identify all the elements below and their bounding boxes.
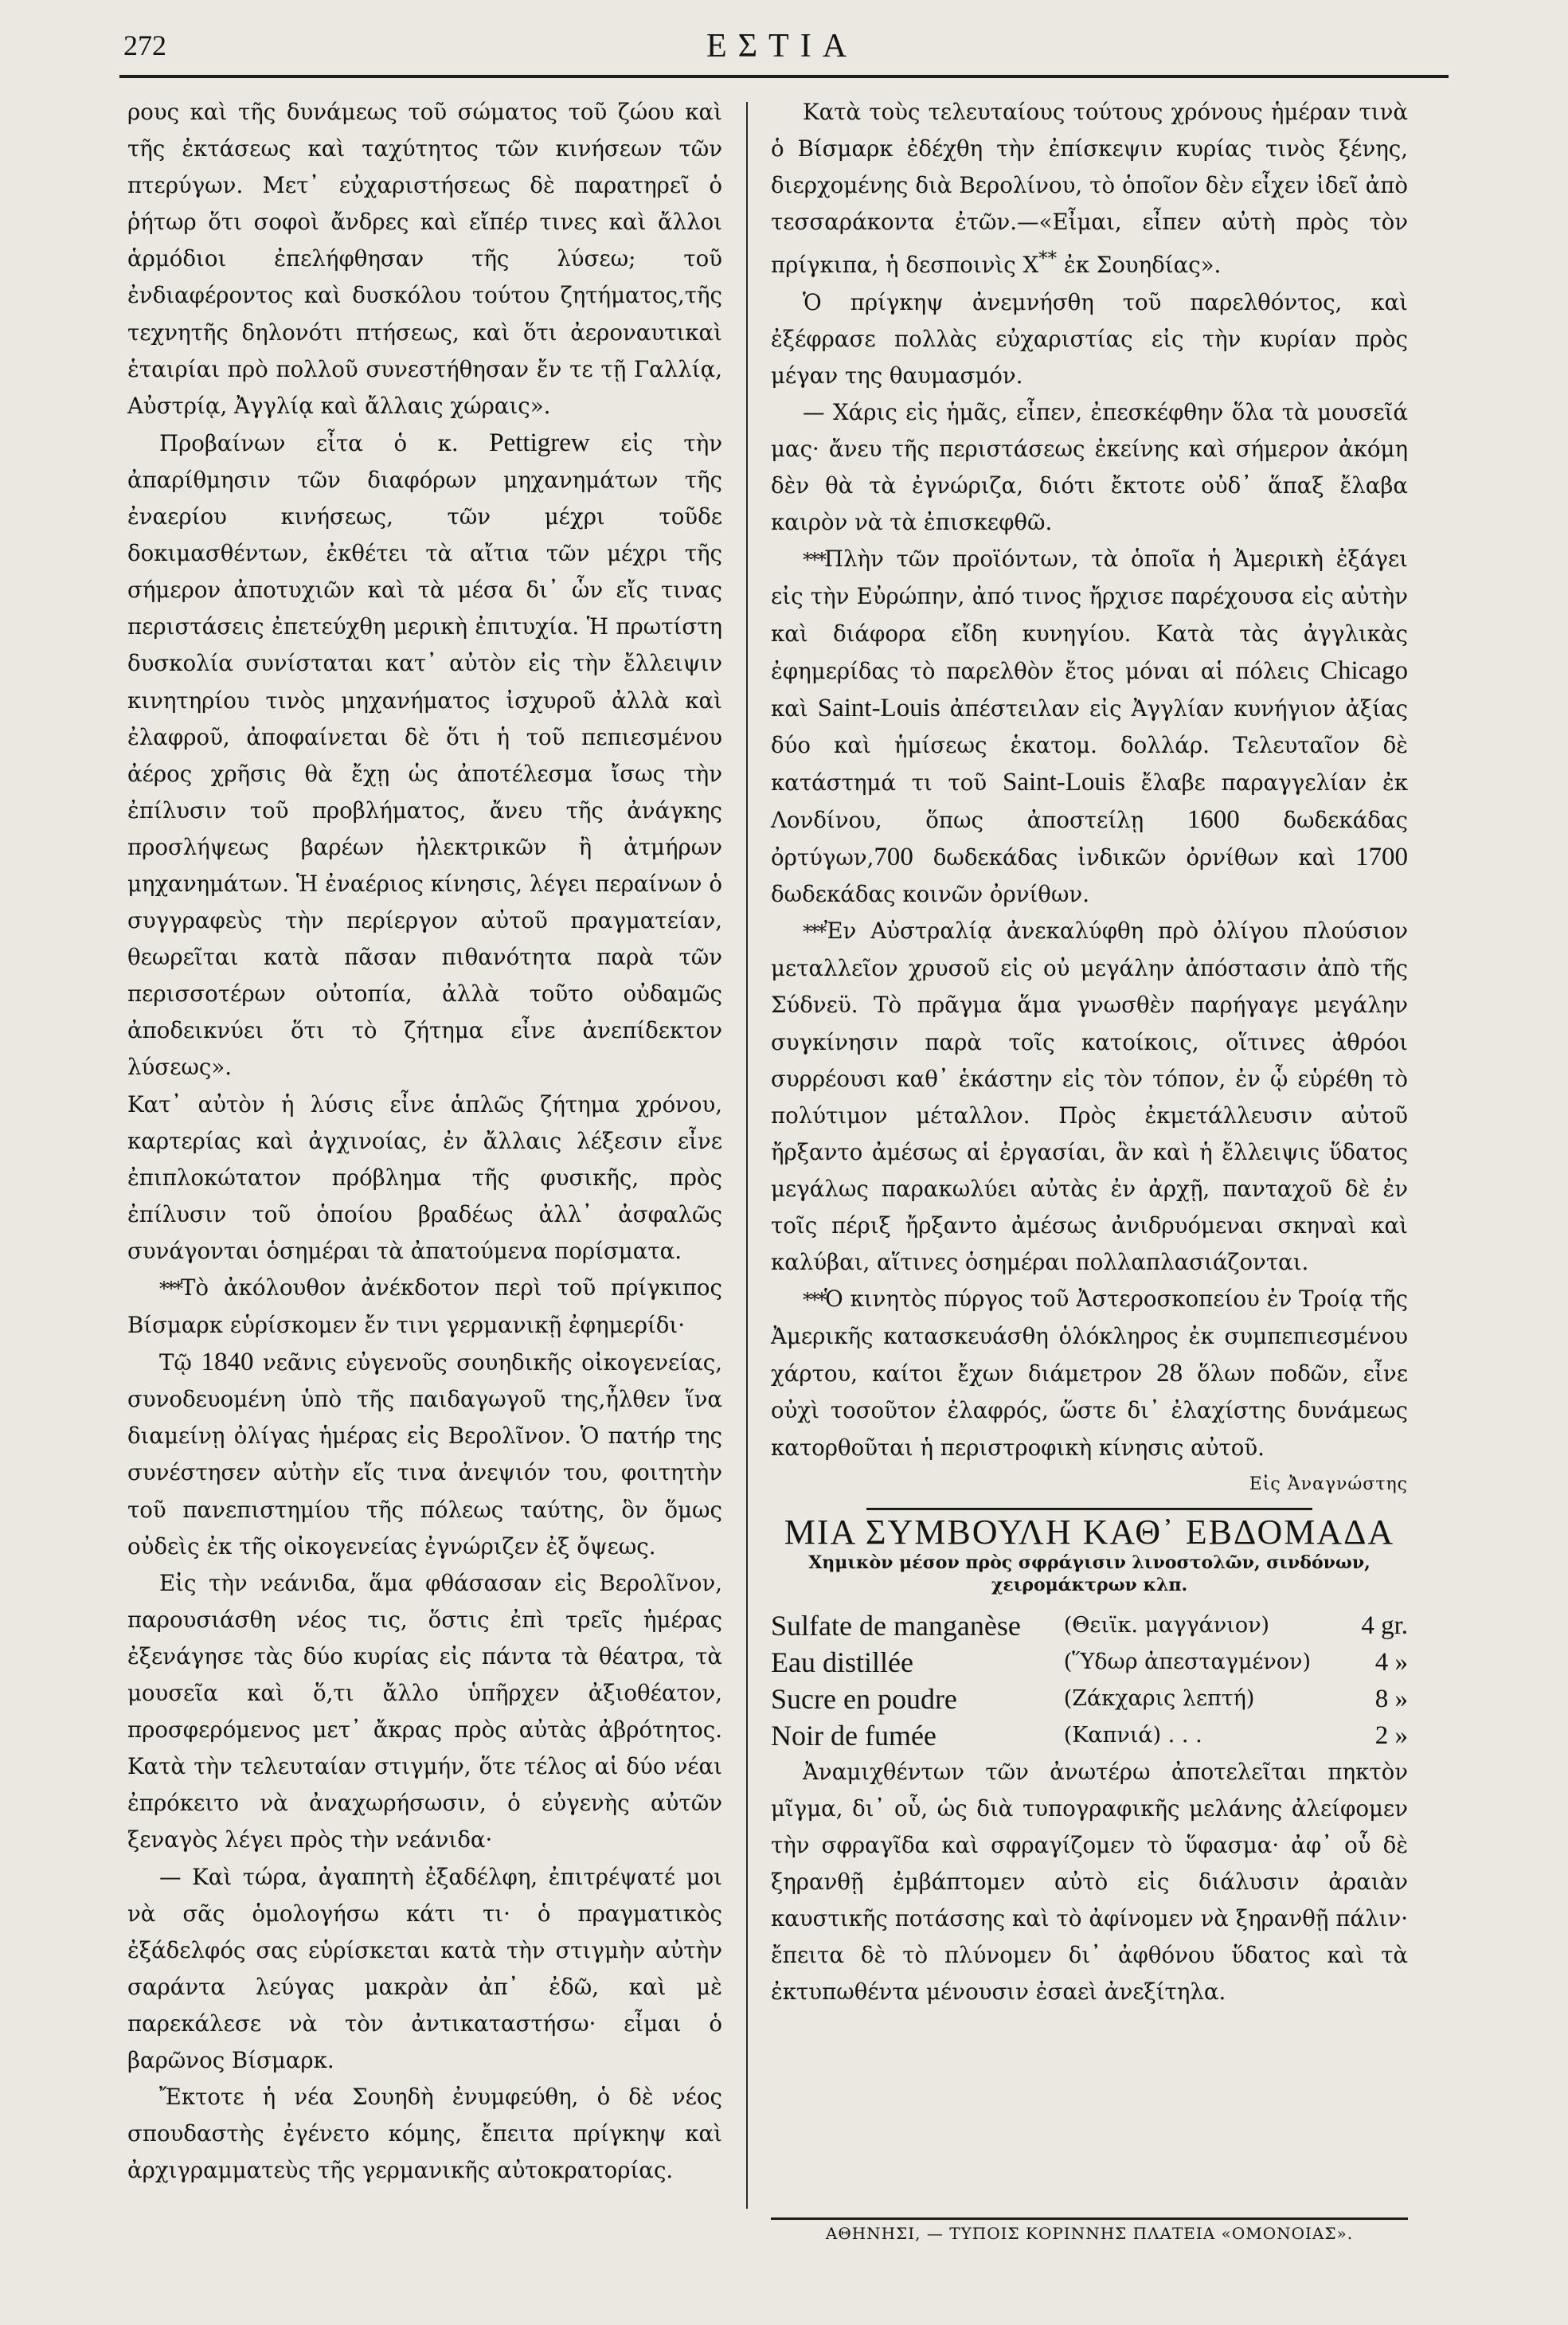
article-paragraph: Προβαίνων εἶτα ὁ κ. Pettigrew εἰς τὴν ἀπαρίθμησιν τῶν διαφόρων μηχανημάτων τῆς ἐναερίου κινήσεως, τῶν μέχρι τοῦδε δοκιμασθέντων, ἐκθέτει τὰ αἴτια τῶν μέχρι τῆς σήμερον ἀποτυχιῶν καὶ τὰ μέσα δι᾿ ὧν εἴς τινας περιστάσεις ἐπετεύχθη μερικὴ ἐπιτυχία. Ἡ πρωτίστη δυσκολία συνίσταται κατ᾿ αὐτὸν εἰς τὴν ἔλλειψιν κινητηρίου τινὸς μηχανήματος ἰσχυροῦ ἀλλὰ καὶ ἐλαφροῦ, ἀποφαίνεται δὲ ὅτι ἡ τοῦ πεπιεσμένου ἀέρος χρῆσις θὰ ἔχῃ ὡς ἀποτέλεσμα ἴσως τὴν ἐπίλυσιν τοῦ προβλήματος, ἄνευ τῆς ἀνάγκης προσλήψεως βαρέων ἠλεκτρικῶν ἢ ἀτμήρων μηχανημάτων. Ἡ ἐναέριος κίνησις, λέγει περαίνων ὁ συγγραφεὺς τὴν περίεργον αὐτοῦ πραγματείαν, θεωρεῖται κατὰ πᾶσαν πιθανότητα παρὰ τῶν περισσοτέρων οὐτοπία, ἀλλὰ τοῦτο οὐδαμῶς ἀποδεικνύει ὅτι τὸ ζήτημα εἶνε ἀνεπίδεκτον λύσεως». bbox=[127, 428, 722, 1081]
asterism-mark: *** bbox=[803, 549, 824, 572]
city-name: Saint-Louis bbox=[817, 693, 940, 722]
recipe-instructions: Ἀναμιχθέντων τῶν ἀνωτέρω ἀποτελεῖται πηκτὸν μῖγμα, δι᾿ οὗ, ὡς διὰ τυπογραφικῆς μελάνης ἀλείφομεν τὴν σφραγῖδα καὶ σφραγίζομεν τὸ ὕφασμα· ἀφ᾿ οὗ δὲ ξηρανθῇ ἐμβάπτομεν αὐτὸ εἰς διάλυσιν ἀραιὰν καυστικῆς ποτάσσης καὶ τὸ ἀφίνομεν νὰ ξηρανθῇ πάλιν· ἔπειτα δὲ τὸ πλύνομεν δι᾿ ἀφθόνου ὕδατος καὶ τὰ ἐκτυπωθέντα μένουσιν ἐσαεὶ ἀνεξίτηλα. bbox=[771, 1758, 1408, 2006]
masthead-title: ΕΣΤΙΑ bbox=[706, 28, 858, 65]
recipe-row bbox=[771, 1717, 1408, 1754]
asterism-mark: *** bbox=[803, 1289, 824, 1312]
ingredient-qty: 4 » bbox=[1374, 1647, 1408, 1677]
article-paragraph: Κατ᾿ αὐτὸν ἡ λύσις εἶνε ἁπλῶς ζήτημα χρόνου, καρτερίας καὶ ἀγχινοίας, ἐν ἄλλαις λέξεσιν εἶνε ἐπιπλοκώτατον πρόβλημα τῆς φυσικῆς, πρὸς ἐπίλυσιν τοῦ ὁποίου βραδέως ἀλλ᾿ ἀσφαλῶς συνάγονται ὁσημέραι τὰ ἀπατούμενα πορίσματα. bbox=[127, 1090, 722, 1264]
section-subtitle: Χημικὸν μέσον πρὸς σφράγισιν λινοστολῶν, σινδόνων, χειρομάκτρων κλπ. bbox=[808, 1552, 1371, 1595]
city-name: Saint-Louis bbox=[1002, 767, 1125, 797]
section-rule bbox=[866, 1508, 1312, 1510]
footer-rule bbox=[771, 2217, 1408, 2220]
article-paragraph: — Χάρις εἰς ἡμᾶς, εἶπεν, ἐπεσκέφθην ὅλα τὰ μουσεῖά μας· ἄνευ τῆς περιστάσεως ἐκείνης καὶ σήμερον ἀκόμη δὲν θὰ τὰ ἐγνώριζα, διότι ἔκτοτε οὐδ᾿ ἅπαξ ἔλαβα καιρὸν νὰ τὰ ἐπισκεφθῶ. bbox=[771, 398, 1408, 536]
ingredient-qty: 4 gr. bbox=[1361, 1611, 1408, 1640]
article-paragraph: ***Πλὴν τῶν προϊόντων, τὰ ὁποῖα ἡ Ἀμερικὴ ἐξάγει εἰς τὴν Εὐρώπην, ἀπό τινος ἤρχισε παρέχουσα εἰς αὐτὴν καὶ διάφορα εἴδη κυνηγίου. Κατὰ τὰς ἀγγλικὰς ἐφημερίδας τὸ παρελθὸν ἔτος μόναι αἱ πόλεις Chicago καὶ Saint-Louis ἀπέστειλαν εἰς Ἀγγλίαν κυνήγιον ἀξίας δύο καὶ ἡμίσεως ἑκατομ. δολλάρ. Τελευταῖον δὲ κατάστημά τι τοῦ Saint-Louis ἔλαβε παραγγελίαν ἐκ Λονδίνου, ὅπως ἀποστείλῃ 1600 δωδεκάδας ὀρτύγων,700 δωδεκάδας ἰνδικῶν ὀρνίθων καὶ 1700 δωδεκάδας κοινῶν ὀρνίθων. bbox=[771, 546, 1409, 908]
printer-imprint: ΑΘΗΝΗΣΙ, — ΤΥΠΟΙΣ ΚΟΡΙΝΝΗΣ ΠΛΑΤΕΙΑ «ΟΜΟΝΟΙΑΣ». bbox=[825, 2224, 1354, 2243]
ingredient-greek: (Θειϊκ. μαγγάνιον) bbox=[1063, 1612, 1270, 1638]
article-paragraph: Ἔκτοτε ἡ νέα Σουηδὴ ἐνυμφεύθη, ὁ δὲ νέος σπουδαστὴς ἐγένετο κόμης, ἔπειτα πρίγκηψ καὶ ἀρχιγραμματεὺς τῆς γερμανικῆς αὐτοκρατορίας. bbox=[127, 2084, 722, 2184]
article-paragraph: Εἰς τὴν νεάνιδα, ἅμα φθάσασαν εἰς Βερολῖνον, παρουσιάσθη νέος τις, ὅστις ἐπὶ τρεῖς ἡμέρας ἐξενάγησε τὰς δύο κυρίας εἰς πάντα τὰ θέατρα, τὰ μουσεῖα καὶ ὅ,τι ἄλλο ὑπῆρχεν ἀξιοθέατον, προσφερόμενος μετ᾿ ἄκρας πρὸς αὐτὰς ἀβρότητος. Κατὰ τὴν τελευταίαν στιγμήν, ὅτε τέλος αἱ δύο νέαι ἐπρόκειτο νὰ ἀναχωρήσωσιν, ὁ εὐγενὴς αὐτῶν ξεναγὸς λέγει πρὸς τὴν νεάνιδα· bbox=[127, 1569, 722, 1853]
article-paragraph: ***Ὁ κινητὸς πύργος τοῦ Ἀστεροσκοπείου ἐν Τροίᾳ τῆς Ἀμερικῆς κατασκευάσθη ὁλόκληρος ἐκ συμπεπιεσμένου χάρτου, καίτοι ἔχων διάμετρον 28 ὅλων ποδῶν, εἶνε οὐχὶ τοσοῦτον ἐλαφρός, ὥστε δι᾿ ἐλαχίστης δυνάμεως κατορθοῦται ἡ περιστροφικὴ κίνησις αὐτοῦ. bbox=[771, 1286, 1408, 1461]
asterism-mark: *** bbox=[159, 1278, 181, 1300]
ingredient-name: Noir de fumée bbox=[771, 1719, 936, 1752]
section-title: ΜΙΑ ΣΥΜΒΟΥΛΗ ΚΑΘ᾿ ΕΒΔΟΜΑΔΑ bbox=[784, 1512, 1395, 1552]
ingredient-name: Eau distillée bbox=[771, 1646, 913, 1678]
page-header bbox=[123, 22, 1441, 70]
article-paragraph: Κατὰ τοὺς τελευταίους τούτους χρόνους ἡμέραν τινὰ ὁ Βίσμαρκ ἐδέχθη τὴν ἐπίσκεψιν κυρίας τινὸς ξένης, διερχομένης διὰ Βερολίνου, τὸ ὁποῖον δὲν εἶχεν ἰδεῖ ἀπὸ τεσσαράκοντα ἐτῶν.—«Εἶμαι, εἶπεν αὐτὴ πρὸς τὸν πρίγκιπα, ἡ δεσποινὶς Χ** ἐκ Σουηδίας». bbox=[771, 99, 1408, 279]
left-column bbox=[127, 94, 722, 2189]
city-name: Chicago bbox=[1320, 656, 1408, 685]
article-paragraph: — Καὶ τώρα, ἀγαπητὴ ἐξαδέλφη, ἐπιτρέψατέ μοι νὰ σᾶς ὁμολογήσω κάτι τι· ὁ πραγματικὸς ἐξάδελφός σας εὑρίσκεται κατὰ τὴν στιγμὴν αὐτὴν σαράντα λεύγας μακρὰν ἀπ᾿ ἐδῶ, καὶ μὲ παρεκάλεσε νὰ τὸν ἀντικαταστήσω· εἶμαι ὁ βαρῶνος Βίσμαρκ. bbox=[127, 1863, 722, 2073]
ingredient-greek: (Ζάκχαρις λεπτή) bbox=[1063, 1685, 1255, 1711]
ingredient-name: Sucre en poudre bbox=[771, 1682, 957, 1715]
article-signature: Εἰς Ἀναγνώστης bbox=[1249, 1474, 1408, 1494]
header-rule bbox=[119, 75, 1449, 78]
article-paragraph: ***Ἐν Αὐστραλίᾳ ἀνεκαλύφθη πρὸ ὀλίγου πλούσιον μεταλλεῖον χρυσοῦ εἰς οὐ μεγάλην ἀπόστασιν ἀπὸ τῆς Σύδνεϋ. Τὸ πρᾶγμα ἅμα γνωσθὲν παρήγαγε μεγάλην συγκίνησιν παρὰ τοῖς κατοίκοις, οἵτινες ἀθρόοι συρρέουσι καθ᾿ ἑκάστην εἰς τὸν τόπον, ἐν ᾧ εὑρέθη τὸ πολύτιμον μέταλλον. Πρὸς ἐκμετάλλευσιν αὐτοῦ ἤρξαντο ἀμέσως αἱ ἐργασίαι, ἂν καὶ ἡ ἔλλειψις ὕδατος μεγάλως παρακωλύει αὐτὰς ἐν ἀρχῇ, πανταχοῦ δὲ ἐν τοῖς πέριξ ἤρξαντο ἀμέσως ἀνιδρυόμεναι σκηναὶ καὶ καλύβαι, αἵτινες ὁσημέραι πολλαπλασιάζονται. bbox=[771, 918, 1408, 1276]
person-name: Pettigrew bbox=[489, 428, 590, 457]
ingredient-qty: 8 » bbox=[1374, 1684, 1408, 1713]
year-number: 1840 bbox=[201, 1348, 254, 1377]
article-paragraph: Τῷ 1840 νεᾶνις εὐγενοῦς σουηδικῆς οἰκογενείας, συνοδευομένη ὑπὸ τῆς παιδαγωγοῦ της,ἦλθεν ἵνα διαμείνῃ ὀλίγας ἡμέρας εἰς Βερολῖνον. Ὁ πατήρ της συνέστησεν αὐτὴν εἴς τινα ἀνεψιόν του, φοιτητὴν τοῦ πανεπιστημίου τῆς πόλεως ταύτης, ὃν ὅμως οὐδεὶς ἐκ τῆς οἰκογενείας ἐγνώριζεν ἐξ ὄψεως. bbox=[127, 1348, 722, 1560]
article-paragraph: ρους καὶ τῆς δυνάμεως τοῦ σώματος τοῦ ζώου καὶ τῆς ἐκτάσεως καὶ ταχύτητος τῶν κινήσεων τῶν πτερύγων. Μετ᾿ εὐχαριστήσεως δὲ παρατηρεῖ ὁ ῥήτωρ ὅτι σοφοὶ ἄνδρες καὶ εἴπέρ τινες καὶ ἄλλοι ἁρμόδιοι ἐπελήφθησαν τῆς λύσεω; τοῦ ἐνδιαφέροντος καὶ δυσκόλου τούτου ζητήματος,τῆς τεχνητῆς δηλονότι πτήσεως, καὶ ὅτι ἀεροναυτικαὶ ἑταιρίαι πρὸ πολλοῦ συνεστήθησαν ἔν τε τῇ Γαλλίᾳ, Αὐστρίᾳ, Ἀγγλίᾳ καὶ ἄλλαις χώραις». bbox=[127, 99, 722, 419]
recipe-row bbox=[771, 1681, 1408, 1717]
ingredient-greek: (Ὕδωρ ἀπεσταγμένον) bbox=[1063, 1649, 1312, 1674]
recipe-table bbox=[771, 1607, 1408, 1754]
page-number: 272 bbox=[123, 29, 166, 61]
column-divider bbox=[746, 102, 748, 2209]
article-paragraph: Ὁ πρίγκηψ ἀνεμνήσθη τοῦ παρελθόντος, καὶ ἐξέφρασε πολλὰς εὐχαριστίας εἰς τὴν κυρίαν πρὸς μέγαν της θαυμασμόν. bbox=[771, 288, 1408, 389]
ingredient-greek: (Καπνιά) . . . bbox=[1063, 1722, 1202, 1748]
recipe-row bbox=[771, 1607, 1408, 1644]
ingredient-qty: 2 » bbox=[1374, 1720, 1408, 1750]
right-column bbox=[771, 94, 1408, 2010]
asterism-mark: *** bbox=[803, 921, 824, 944]
article-paragraph: ***Τὸ ἀκόλουθον ἀνέκδοτον περὶ τοῦ πρίγκιπος Βίσμαρκ εὑρίσκομεν ἔν τινι γερμανικῇ ἐφημερίδι· bbox=[127, 1274, 722, 1339]
recipe-row bbox=[771, 1644, 1408, 1681]
ingredient-name: Sulfate de manganèse bbox=[771, 1609, 1021, 1642]
